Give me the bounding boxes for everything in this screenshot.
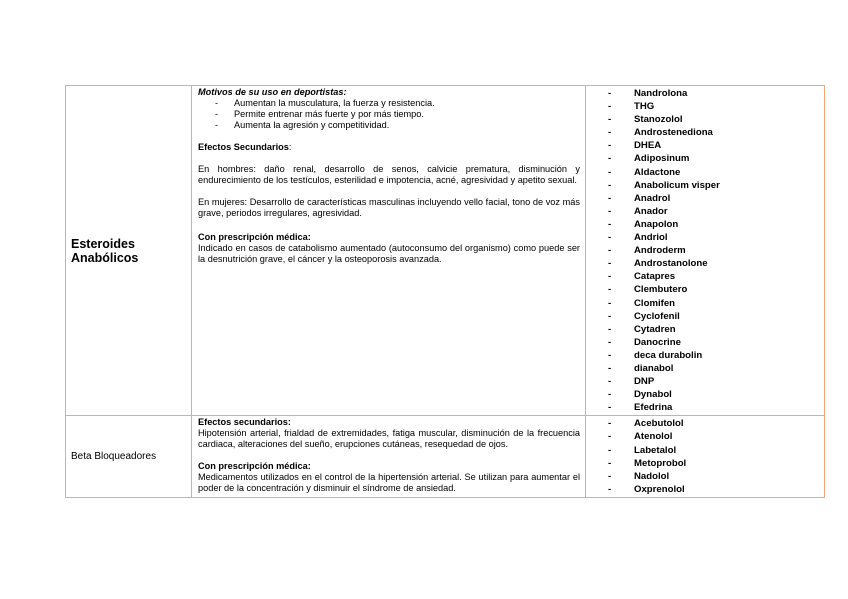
list-item: - Catapres: [608, 270, 820, 283]
substances-table: [65, 85, 825, 498]
list-item: - Labetalol: [608, 444, 820, 457]
list-item: - Anador: [608, 205, 820, 218]
list-item: - Permite entrenar más fuerte y por más tiempo.: [198, 109, 580, 120]
list-item: - dianabol: [608, 362, 820, 375]
substance-name-cell: [66, 86, 192, 416]
description-cell: [192, 86, 586, 416]
rx-text: Medicamentos utilizados en el control de la hipertensión arterial. Se utilizan para aumentar el poder de la concentración y disminuir el síndrome de ansiedad.: [198, 472, 580, 494]
list-item: - Nadolol: [608, 470, 820, 483]
list-item: - Aldactone: [608, 166, 820, 179]
list-item: - THG: [608, 100, 820, 113]
list-item: - Clomifen: [608, 297, 820, 310]
list-item: - Aumentan la musculatura, la fuerza y resistencia.: [198, 98, 580, 109]
list-item: - Androderm: [608, 244, 820, 257]
list-item: - Adiposinum: [608, 152, 820, 165]
rx-title: Con prescripción médica:: [198, 232, 311, 242]
rx-title: Con prescripción médica:: [198, 461, 311, 472]
motives-title: Motivos de su uso en deportistas:: [198, 87, 347, 97]
men-effects-text: En hombres: daño renal, desarrollo de senos, calvicie prematura, disminución y endurecimiento de los testículos, esterilidad e impotencia, acné, agresividad y apetito sexual.: [198, 164, 580, 185]
list-item: - Efedrina: [608, 401, 820, 414]
table-row: [66, 416, 825, 498]
substance-name-cell: [66, 416, 192, 498]
list-item: - Anapolon: [608, 218, 820, 231]
list-item: - Androstanolone: [608, 257, 820, 270]
list-item: - Stanozolol: [608, 113, 820, 126]
list-item: - Clembutero: [608, 283, 820, 296]
list-item: - DNP: [608, 375, 820, 388]
list-item: - Metoprobol: [608, 457, 820, 470]
description-cell: [192, 416, 586, 498]
drugs-cell: [586, 86, 825, 416]
list-item: - DHEA: [608, 139, 820, 152]
table-row: [66, 86, 825, 416]
list-item: - Atenolol: [608, 430, 820, 443]
rx-text: Indicado en casos de catabolismo aumentado (autoconsumo del organismo) como puede ser la desnutrición grave, el cáncer y la osteoporosis avanzada.: [198, 243, 580, 264]
side-effects-title: Efectos secundarios:: [198, 417, 291, 428]
side-effects-heading: [198, 142, 580, 153]
substance-name: Esteroides Anabólicos: [71, 236, 139, 265]
drugs-list: [608, 417, 820, 496]
list-item: - Dynabol: [608, 388, 820, 401]
women-effects-text: En mujeres: Desarrollo de características masculinas incluyendo vello facial, tono de voz más grave, periodos irregulares, agresividad.: [198, 197, 580, 218]
list-item: - Androstenediona: [608, 126, 820, 139]
list-item: - Aumenta la agresión y competitividad.: [198, 120, 580, 131]
list-item: - Anabolicum visper: [608, 179, 820, 192]
side-effects-colon: :: [288, 142, 292, 152]
list-item: - Nandrolona: [608, 87, 820, 100]
list-item: - Cyclofenil: [608, 310, 820, 323]
motives-list: [198, 98, 580, 131]
list-item: - Oxprenolol: [608, 483, 820, 496]
substance-name: Beta Bloqueadores: [71, 451, 157, 463]
list-item: - Acebutolol: [608, 417, 820, 430]
side-effects-title: Efectos Secundarios: [198, 142, 289, 152]
list-item: - Cytadren: [608, 323, 820, 336]
side-effects-text: Hipotensión arterial, frialdad de extremidades, fatiga muscular, disminución de la frecuencia cardiaca, alteraciones del sueño, erupciones cutáneas, resequedad de ojos.: [198, 428, 580, 450]
list-item: - Danocrine: [608, 336, 820, 349]
list-item: - deca durabolin: [608, 349, 820, 362]
list-item: - Anadrol: [608, 192, 820, 205]
drugs-list: [608, 87, 820, 414]
list-item: - Andriol: [608, 231, 820, 244]
drugs-cell: [586, 416, 825, 498]
